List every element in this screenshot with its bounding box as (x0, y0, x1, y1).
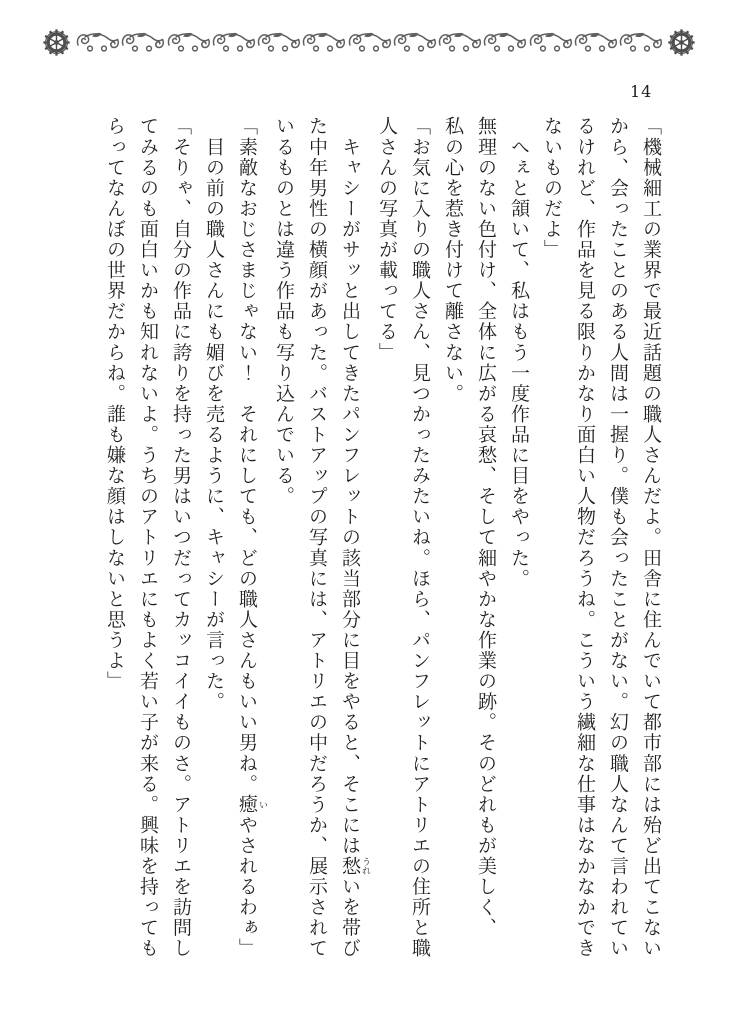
text-line: 「機械細工の業界で最近話題の職人さんだよ。田舎に住んでいて都市部には殆ど出てこない (640, 116, 662, 959)
text-line: 目の前の職人さんにも媚びを売るように、キャシーが言った。 (203, 116, 225, 712)
scroll-flourish-icon (75, 30, 120, 55)
scroll-flourish-icon (573, 30, 618, 55)
scroll-flourish-icon (256, 30, 301, 55)
text-line: るけれど、作品を見る限りかなり面白い人物だろうね。こういう繊細な仕事はなかなかでき (574, 116, 596, 959)
text-line: た中年男性の横顔があった。バストアップの写真には、アトリエの中だろうか、展示されて (306, 116, 328, 959)
header-ornament (42, 25, 696, 59)
scroll-flourish-icon (347, 30, 392, 55)
scroll-flourish-icon (166, 30, 211, 55)
text-line: てみるのも面白いかも知れないよ。うちのアトリエにもよく若い子が来る。興味を持っても (137, 116, 159, 959)
text-line: キャシーがサッと出してきたパンフレットの該当部分に目をやると、そこには愁 うれいを帯び (339, 116, 370, 959)
text-line: 「そりゃ、自分の作品に誇りを持った男はいつだってカッコイイものさ。アトリエを訪問し (170, 116, 192, 959)
text-line: 「素敵なおじさまじゃない！ それにしても、どの職人さんもいい男ね。癒 いやされるわぁ」 (236, 116, 267, 959)
text-line: 私の心を惹き付けて離さない。 (442, 116, 464, 404)
scroll-flourish-icon (120, 30, 165, 55)
scroll-flourish-icon (528, 30, 573, 55)
text-line: へぇと頷いて、私はもう一度作品に目をやった。 (508, 116, 530, 589)
scroll-flourish-pattern (75, 29, 663, 55)
scroll-flourish-icon (392, 30, 437, 55)
gear-icon (42, 28, 71, 57)
text-line: らってなんぼの世界だからね。誰も嫌な顔はしないと思うよ」 (104, 116, 126, 692)
text-line: いるものとは違う作品も写り込んでいる。 (273, 116, 295, 507)
gear-icon (667, 28, 696, 57)
scroll-flourish-icon (618, 30, 663, 55)
text-line: ないものだよ」 (541, 116, 563, 260)
scroll-flourish-icon (301, 30, 346, 55)
page-number: 14 (630, 82, 653, 101)
text-line: から、会ったことのある人間は一握り。僕も会ったことがない。幻の職人なんて言われてい (607, 116, 629, 959)
text-line: 「お気に入りの職人さん、見つかったみたいね。ほら、パンフレットにアトリエの住所と職 (409, 116, 431, 959)
scroll-flourish-icon (482, 30, 527, 55)
page-text (105, 116, 667, 962)
scroll-flourish-icon (211, 30, 256, 55)
text-line: 無理のない色付け、全体に広がる哀愁、そして細やかな作業の跡。そのどれもが美しく、 (475, 116, 497, 938)
text-line: 人さんの写真が載ってる」 (376, 116, 398, 363)
scroll-flourish-icon (437, 30, 482, 55)
